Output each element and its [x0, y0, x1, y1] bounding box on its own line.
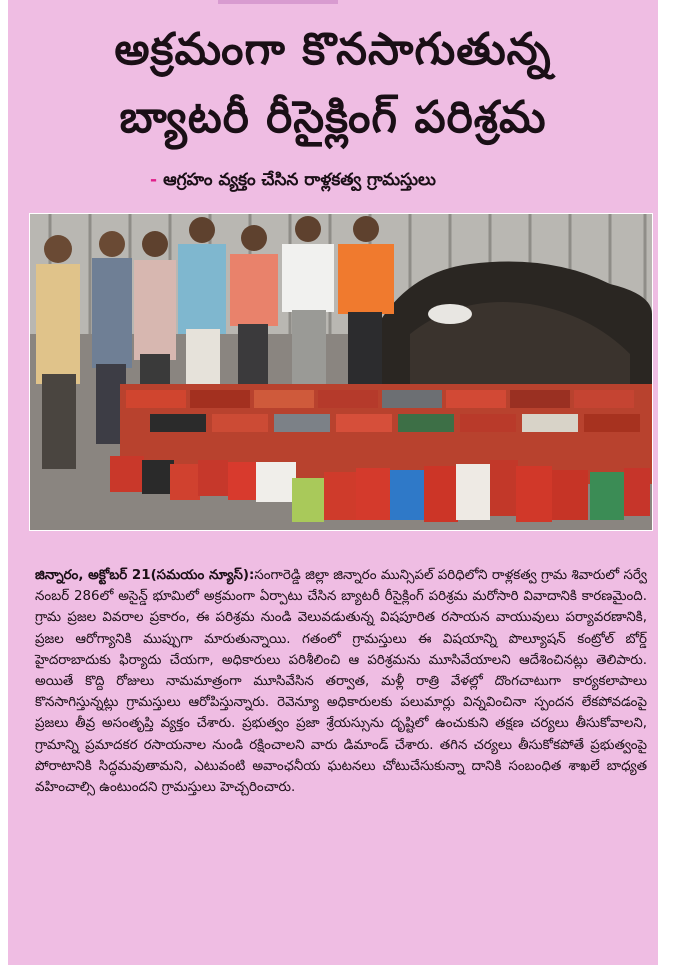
- subheadline-dash: -: [150, 170, 158, 190]
- top-edge-strip: [218, 0, 338, 4]
- headline-line-1: అక్రమంగా కొనసాగుతున్న: [114, 24, 552, 75]
- news-clipping: [8, 0, 658, 965]
- news-photo: [29, 213, 653, 531]
- article-dateline: జిన్నారం, అక్టోబర్ 21(సమయం న్యూస్):: [35, 568, 255, 583]
- article-text: సంగారెడ్డి జిల్లా జిన్నారం మున్సిపల్ పరిధిలోని రాళ్లకత్వ గ్రామ శివారులో సర్వే నంబర్ 286లో అసైన్డ్ భూమిలో అక్రమంగా ఏర్పాటు చేసిన బ్యాటరీ రీసైక్లింగ్ పరిశ్రమ మరోసారి వివాదానికి కారణమైంది. గ్రామ ప్రజల వివరాల ప్రకారం, ఈ పరిశ్రమ నుండి వెలువడుతున్న విషపూరిత రసాయన వాయువులు పర్యావరణానికి, ప్రజల ఆరోగ్యానికి ముప్పుగా మారుతున్నాయి. గతంలో గ్రామస్తులు ఈ విషయాన్ని పొల్యూషన్ కంట్రోల్ బోర్డ్ హైదరాబాదుకు ఫిర్యాదు చేయగా, అధికారులు పరిశీలించి ఆ పరిశ్రమను మూసివేయాలని ఆదేశించినట్లు తెలిపారు. అయితే కొద్ది రోజులు నామమాత్రంగా మూసివేసిన తర్వాత, మళ్లీ రాత్రి వేళల్లో దొంగచాటుగా కార్యకలాపాలు కొనసాగిస్తున్నట్లు గ్రామస్తులు ఆరోపిస్తున్నారు. రెవెన్యూ అధికారులకు పలుమార్లు విన్నవించినా స్పందన లేకపోవడంపై ప్రజలు తీవ్ర అసంతృప్తి వ్యక్తం చేశారు. ప్రభుత్వం ప్రజా శ్రేయస్సును దృష్టిలో ఉంచుకుని తక్షణ చర్యలు తీసుకోవాలని, గ్రామాన్ని ప్రమాదకర రసాయనాల నుండి రక్షించాలని వారు డిమాండ్ చేశారు. తగిన చర్యలు తీసుకోకపోతే ప్రభుత్వంపై పోరాటానికి సిద్ధమవుతామని, ఎటువంటి అవాంఛనీయ ఘటనలు చోటుచేసుకున్నా దానికి సంబంధిత శాఖలే బాధ్యత వహించాల్సి ఉంటుందని గ్రామస్తులు హెచ్చరించారు.: [35, 568, 647, 796]
- subheadline: [150, 170, 436, 194]
- news-photo-illustration: [30, 214, 652, 530]
- headline-line-2: బ్యాటరీ రీసైక్లింగ్ పరిశ్రమ: [119, 92, 547, 143]
- subheadline-text: ఆగ్రహం వ్యక్తం చేసిన రాళ్లకత్వ గ్రామస్తులు: [163, 170, 436, 190]
- article-body: [35, 565, 647, 798]
